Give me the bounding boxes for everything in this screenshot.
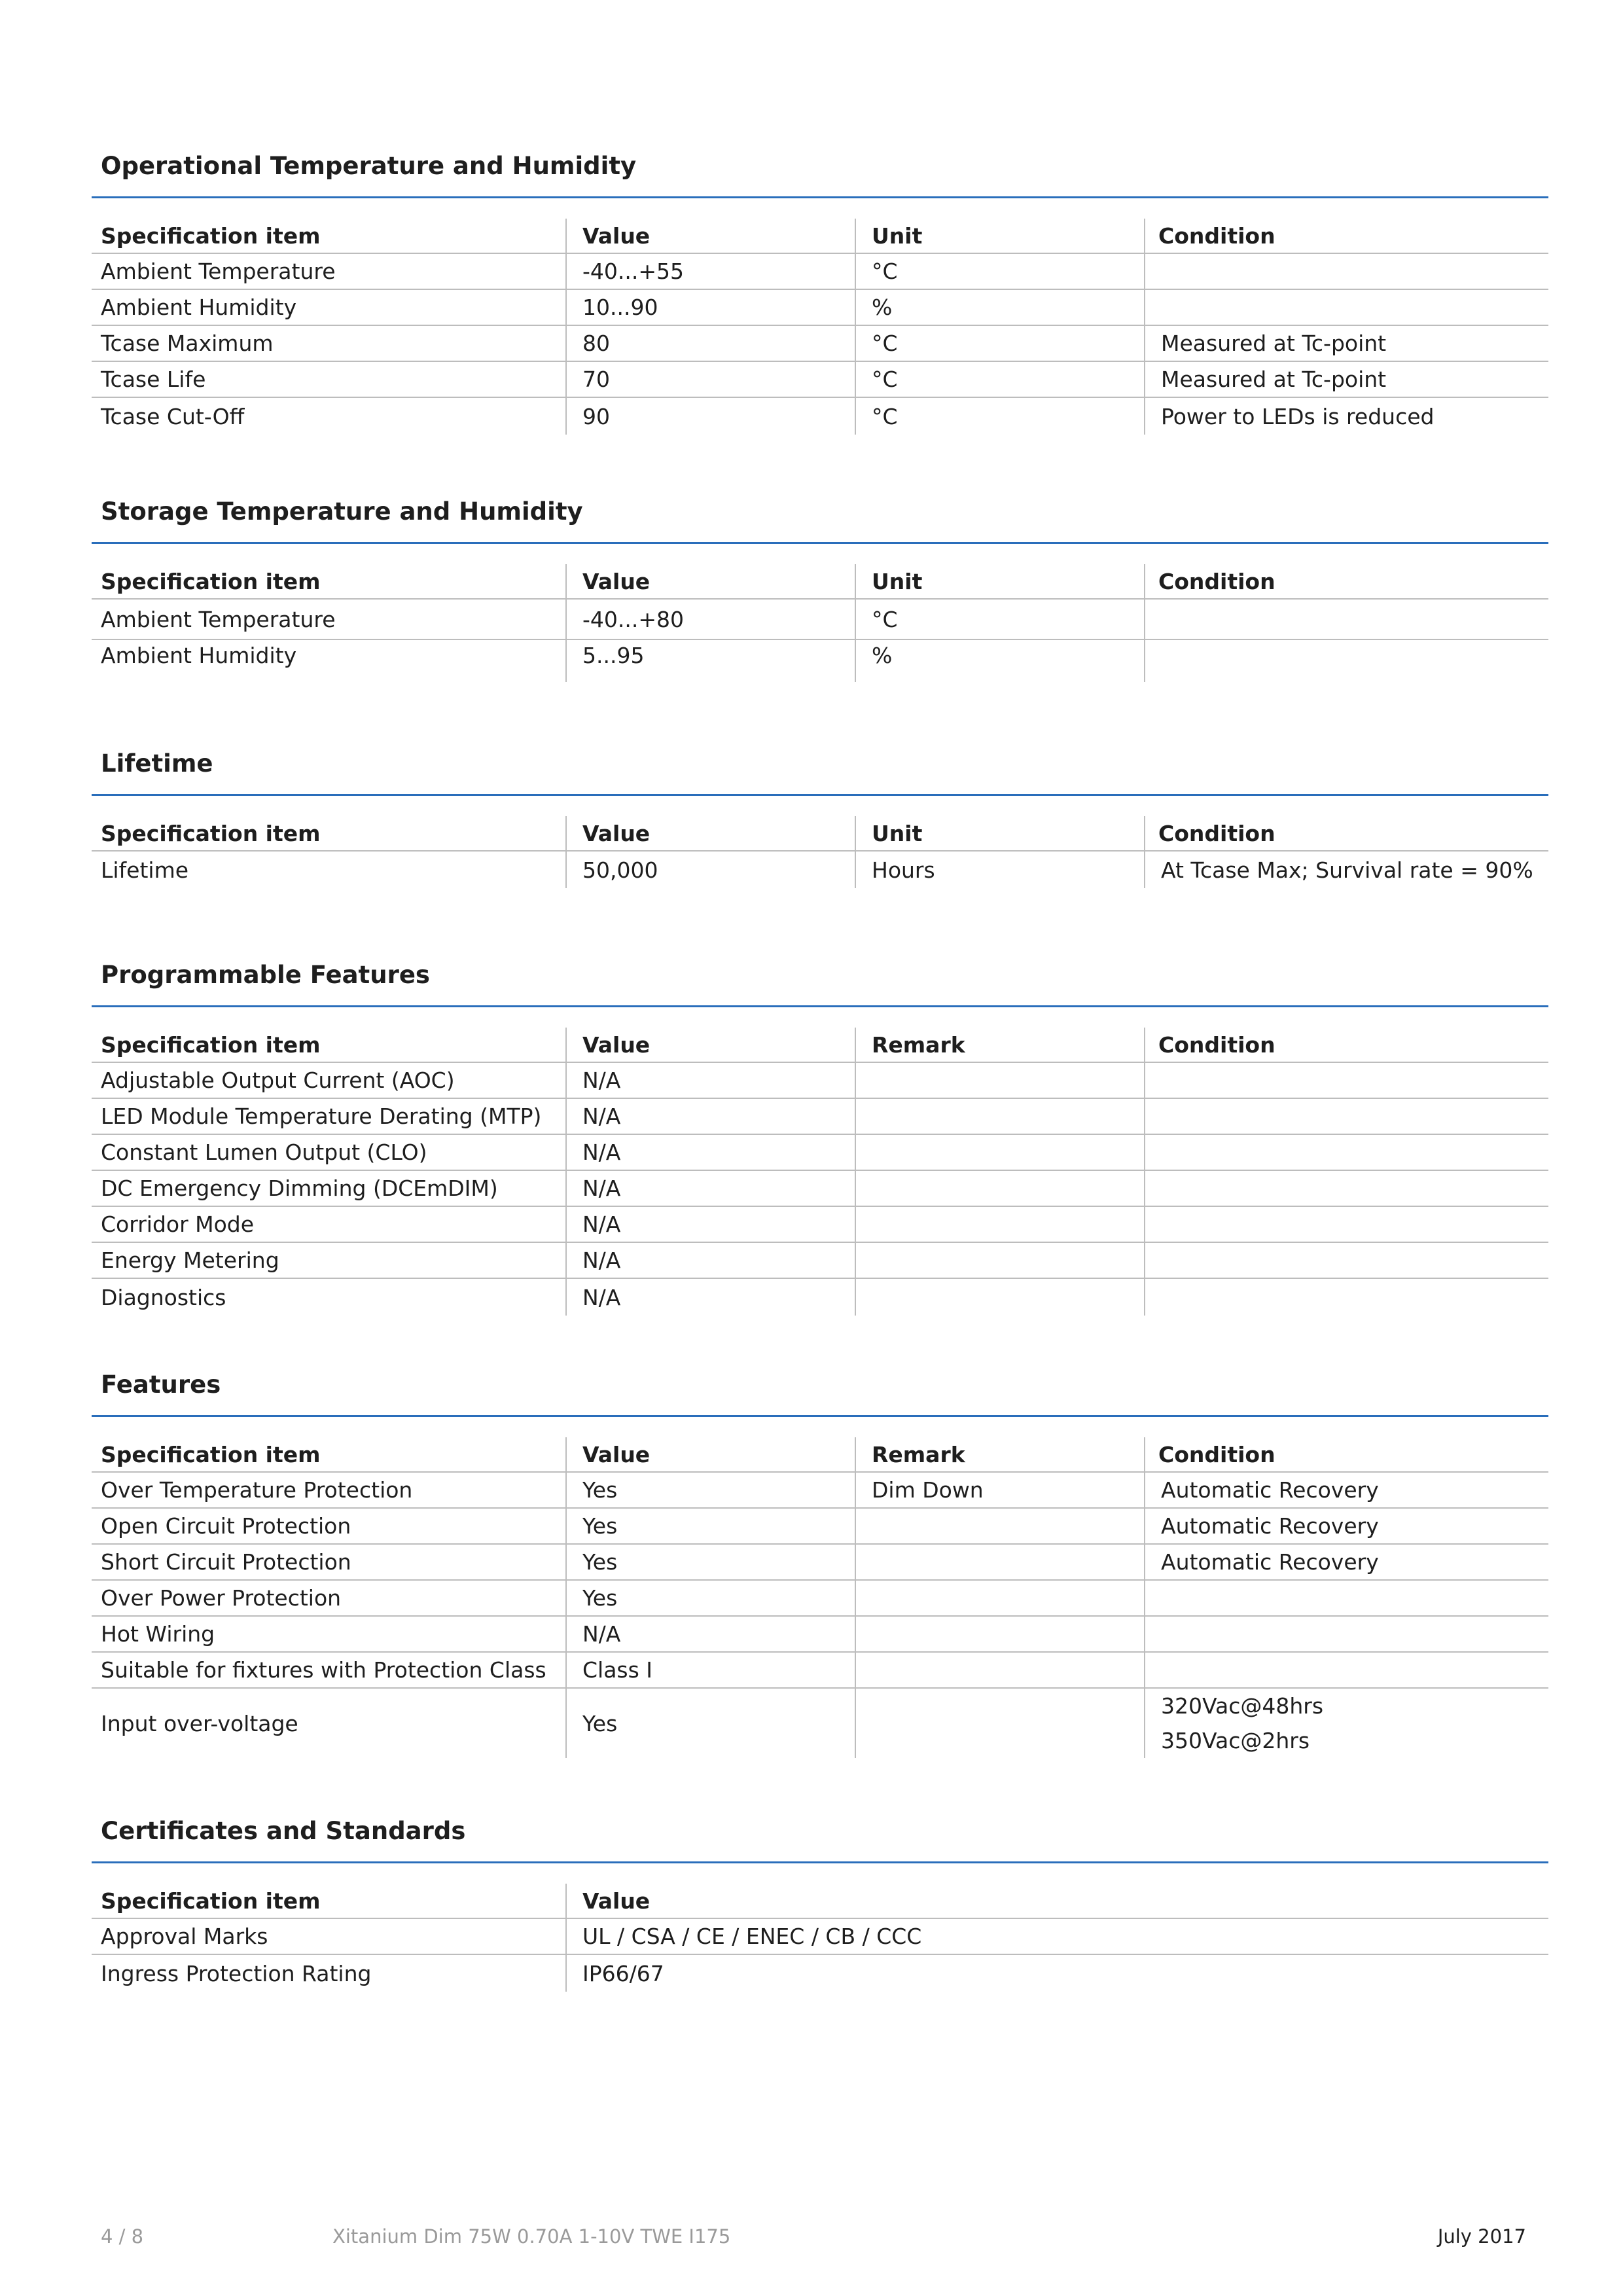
table-cell: Open Circuit Protection: [101, 1513, 351, 1539]
table-cell: [855, 1099, 1144, 1134]
header-cell: Condition: [1144, 1028, 1548, 1062]
table-cell: [1144, 640, 1548, 682]
header-cell: Specification item: [101, 1442, 321, 1467]
table-cell: Ambient Humidity: [101, 643, 297, 668]
table-row: [92, 640, 1548, 682]
header-cell: Value: [565, 816, 855, 850]
spec-table: [92, 1437, 1548, 1758]
table-row: [92, 362, 1548, 398]
table-cell: Hot Wiring: [101, 1621, 215, 1647]
table-cell: °C: [855, 398, 1144, 435]
table-cell: [1144, 1653, 1548, 1687]
table-cell: LED Module Temperature Derating (MTP): [101, 1103, 542, 1129]
table-cell: N/A: [565, 1135, 855, 1170]
table-row: [92, 1473, 1548, 1509]
header-cell: Remark: [855, 1028, 1144, 1062]
section-title: Operational Temperature and Humidity: [101, 152, 637, 180]
table-cell: [855, 1617, 1144, 1651]
table-cell: UL / CSA / CE / ENEC / CB / CCC: [565, 1919, 1548, 1954]
table-row: [92, 254, 1548, 290]
header-cell: Value: [565, 219, 855, 253]
table-cell: [855, 1653, 1144, 1687]
table-row: [92, 326, 1548, 362]
table-cell: Yes: [565, 1473, 855, 1507]
table-cell: [1144, 1243, 1548, 1278]
section-title: Features: [101, 1371, 221, 1399]
table-cell: Ambient Humidity: [101, 295, 297, 320]
table-cell: Measured at Tc-point: [1144, 362, 1548, 397]
table-row: [92, 1581, 1548, 1617]
table-cell: DC Emergency Dimming (DCEmDIM): [101, 1175, 498, 1201]
table-header-row: [92, 1028, 1548, 1063]
table-row: [92, 1207, 1548, 1243]
table-cell: °C: [855, 362, 1144, 397]
table-row: [92, 600, 1548, 640]
table-cell: 70: [565, 362, 855, 397]
table-cell: Input over-voltage: [101, 1710, 298, 1736]
table-row: [92, 1653, 1548, 1689]
table-row: [92, 1955, 1548, 1992]
table-cell: Ambient Temperature: [101, 259, 336, 284]
table-cell: [855, 1689, 1144, 1758]
table-cell: [1144, 290, 1548, 325]
table-cell: Class I: [565, 1653, 855, 1687]
table-row: [92, 1063, 1548, 1099]
table-cell: [1144, 254, 1548, 289]
header-cell: Specification item: [101, 821, 321, 846]
table-cell: Ambient Temperature: [101, 606, 336, 632]
table-cell: Constant Lumen Output (CLO): [101, 1139, 427, 1165]
product-name: Xitanium Dim 75W 0.70A 1-10V TWE I175: [332, 2225, 731, 2248]
table-row: [92, 1919, 1548, 1955]
table-cell: Power to LEDs is reduced: [1144, 398, 1548, 435]
table-cell: [1144, 1279, 1548, 1316]
header-cell: Value: [565, 564, 855, 598]
table-cell: N/A: [565, 1063, 855, 1098]
table-cell: [1144, 1207, 1548, 1242]
table-cell: Automatic Recovery: [1144, 1509, 1548, 1543]
header-cell: Specification item: [101, 1888, 321, 1914]
header-cell: Value: [565, 1437, 855, 1471]
table-cell: N/A: [565, 1243, 855, 1278]
header-cell: Unit: [855, 219, 1144, 253]
spec-table: [92, 816, 1548, 888]
table-cell: 80: [565, 326, 855, 361]
table-cell: [855, 1545, 1144, 1579]
table-cell: Yes: [565, 1545, 855, 1579]
table-cell: N/A: [565, 1207, 855, 1242]
section-title: Storage Temperature and Humidity: [101, 497, 583, 526]
table-cell: -40...+80: [565, 600, 855, 639]
table-cell: [1144, 1617, 1548, 1651]
table-cell: Approval Marks: [101, 1924, 268, 1949]
table-cell: [1144, 1171, 1548, 1206]
condition-line: 320Vac@48hrs: [1161, 1693, 1324, 1719]
header-cell: Condition: [1144, 1437, 1548, 1471]
table-row: [92, 1171, 1548, 1207]
header-cell: Specification item: [101, 1032, 321, 1058]
table-cell: [1144, 1063, 1548, 1098]
table-cell: Hours: [855, 852, 1144, 888]
header-cell: Unit: [855, 816, 1144, 850]
table-cell: N/A: [565, 1099, 855, 1134]
header-cell: Unit: [855, 564, 1144, 598]
section-title: Programmable Features: [101, 961, 430, 989]
table-cell: Lifetime: [101, 857, 189, 883]
table-cell: At Tcase Max; Survival rate = 90%: [1144, 852, 1548, 888]
section-rule: [92, 794, 1548, 796]
table-row: [92, 290, 1548, 326]
spec-table: [92, 219, 1548, 435]
table-cell: Automatic Recovery: [1144, 1473, 1548, 1507]
table-row: [92, 1689, 1548, 1758]
section-rule: [92, 1415, 1548, 1417]
table-cell: Energy Metering: [101, 1247, 279, 1273]
table-row: [92, 1099, 1548, 1135]
spec-table: [92, 1884, 1548, 1992]
header-cell: Specification item: [101, 223, 321, 249]
table-cell: Over Power Protection: [101, 1585, 342, 1611]
table-row: [92, 852, 1548, 888]
table-cell: °C: [855, 326, 1144, 361]
table-cell: Diagnostics: [101, 1284, 226, 1310]
table-cell: Tcase Cut-Off: [101, 403, 245, 429]
table-cell: -40...+55: [565, 254, 855, 289]
table-row: [92, 1545, 1548, 1581]
section-title: Lifetime: [101, 749, 213, 778]
table-cell: Tcase Maximum: [101, 331, 274, 356]
table-cell: Yes: [565, 1689, 855, 1758]
table-cell: Over Temperature Protection: [101, 1477, 413, 1503]
document-date: July 2017: [1437, 2225, 1526, 2248]
header-cell: Value: [565, 1884, 1548, 1918]
table-row: [92, 1509, 1548, 1545]
section-rule: [92, 1005, 1548, 1007]
table-row: [92, 1135, 1548, 1171]
header-cell: Condition: [1144, 219, 1548, 253]
table-cell: [1144, 1099, 1548, 1134]
table-header-row: [92, 219, 1548, 254]
header-cell: Remark: [855, 1437, 1144, 1471]
table-row: [92, 398, 1548, 435]
condition-line: 350Vac@2hrs: [1161, 1728, 1310, 1753]
table-cell: Measured at Tc-point: [1144, 326, 1548, 361]
header-cell: Value: [565, 1028, 855, 1062]
table-cell: Short Circuit Protection: [101, 1549, 351, 1575]
table-cell: °C: [855, 600, 1144, 639]
table-header-row: [92, 1437, 1548, 1473]
table-cell: %: [855, 640, 1144, 682]
table-cell: [855, 1063, 1144, 1098]
table-cell: 5...95: [565, 640, 855, 682]
spec-table: [92, 564, 1548, 682]
table-cell: [855, 1207, 1144, 1242]
table-cell: %: [855, 290, 1144, 325]
table-cell: [855, 1171, 1144, 1206]
table-cell: Dim Down: [855, 1473, 1144, 1507]
section-rule: [92, 542, 1548, 544]
header-cell: Specification item: [101, 569, 321, 594]
table-cell: °C: [855, 254, 1144, 289]
spec-table: [92, 1028, 1548, 1316]
table-cell: IP66/67: [565, 1955, 1548, 1992]
table-cell: [1144, 1135, 1548, 1170]
table-header-row: [92, 564, 1548, 600]
table-header-row: [92, 1884, 1548, 1919]
table-cell: [1144, 1581, 1548, 1615]
table-cell: 90: [565, 398, 855, 435]
header-cell: Condition: [1144, 816, 1548, 850]
table-cell: Adjustable Output Current (AOC): [101, 1067, 455, 1093]
table-row: [92, 1243, 1548, 1279]
table-cell: [855, 1581, 1144, 1615]
table-cell: Ingress Protection Rating: [101, 1960, 372, 1986]
table-cell: Automatic Recovery: [1144, 1545, 1548, 1579]
table-cell: [855, 1509, 1144, 1543]
table-cell: N/A: [565, 1617, 855, 1651]
table-cell: 50,000: [565, 852, 855, 888]
table-row: [92, 1617, 1548, 1653]
section-rule: [92, 196, 1548, 198]
page-number: 4 / 8: [101, 2225, 144, 2248]
table-cell: Tcase Life: [101, 367, 206, 392]
section-rule: [92, 1861, 1548, 1863]
table-cell: [855, 1279, 1144, 1316]
section-title: Certificates and Standards: [101, 1817, 466, 1845]
table-cell: Yes: [565, 1509, 855, 1543]
table-cell: Yes: [565, 1581, 855, 1615]
header-cell: Condition: [1144, 564, 1548, 598]
table-row: [92, 1279, 1548, 1316]
table-cell: N/A: [565, 1279, 855, 1316]
table-cell: N/A: [565, 1171, 855, 1206]
table-cell: [855, 1135, 1144, 1170]
table-cell: 10...90: [565, 290, 855, 325]
table-cell: [855, 1243, 1144, 1278]
table-cell: [1144, 1689, 1548, 1758]
table-cell: [1144, 600, 1548, 639]
table-header-row: [92, 816, 1548, 852]
table-cell: Suitable for fixtures with Protection Class: [101, 1657, 546, 1683]
table-cell: Corridor Mode: [101, 1211, 255, 1237]
